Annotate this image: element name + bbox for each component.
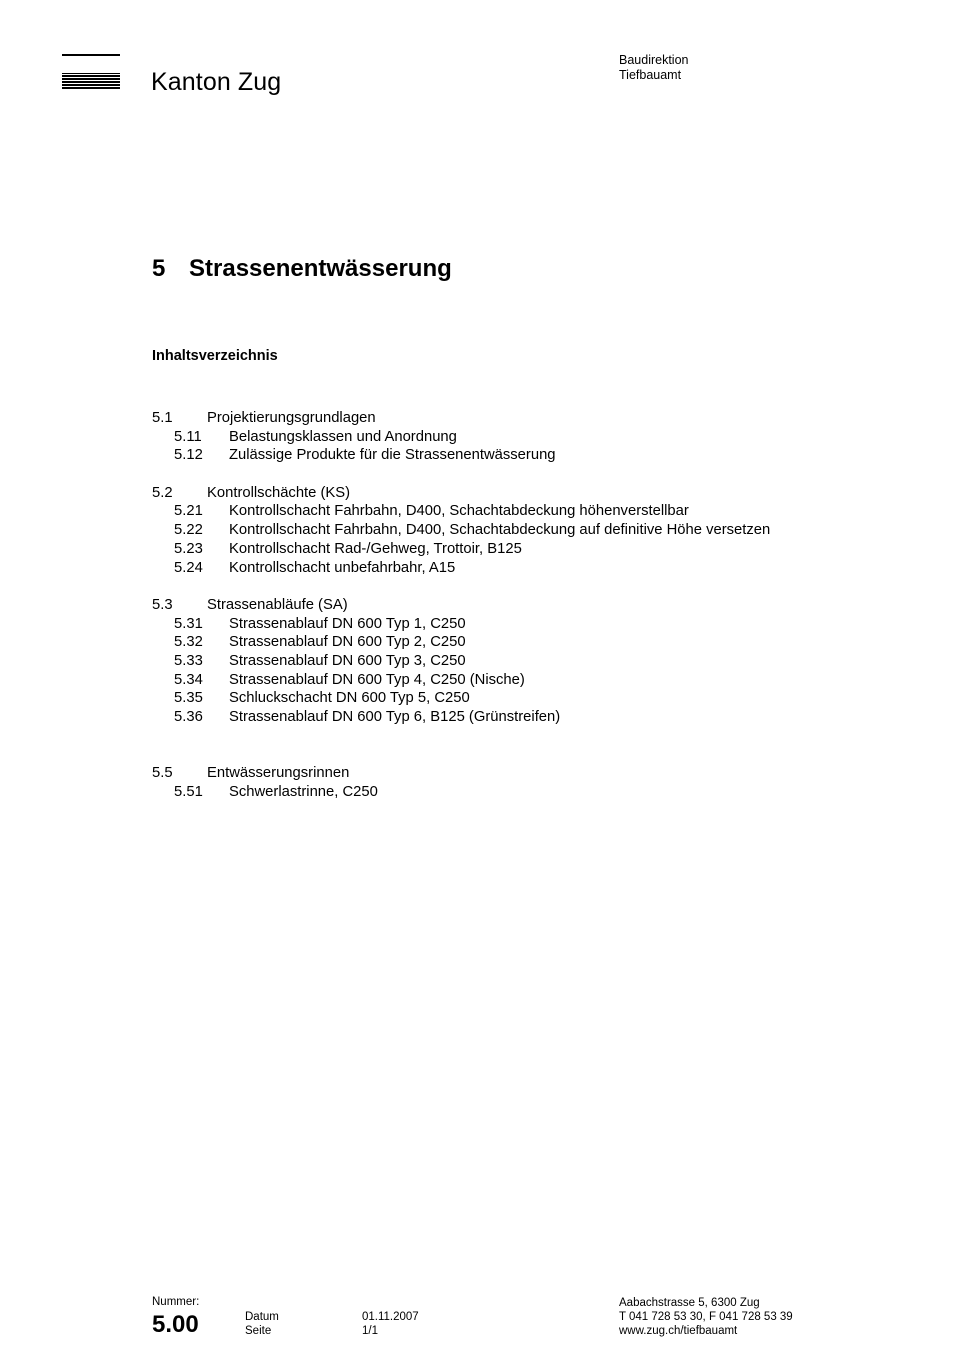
toc-heading: Inhaltsverzeichnis bbox=[152, 348, 278, 364]
footer-date-label: Datum bbox=[245, 1311, 279, 1323]
toc-section-label: Kontrollschächte (KS) bbox=[207, 484, 351, 501]
toc-item-number: 5.33 bbox=[174, 652, 203, 669]
toc-item[interactable] bbox=[152, 633, 770, 652]
toc-item[interactable] bbox=[152, 689, 770, 708]
toc-section[interactable] bbox=[152, 484, 770, 503]
footer-page-label: Seite bbox=[245, 1325, 272, 1337]
toc-item[interactable] bbox=[152, 559, 770, 578]
toc-item-number: 5.11 bbox=[174, 428, 202, 445]
toc-section-label: Strassenabläufe (SA) bbox=[207, 596, 348, 613]
toc-item-label: Kontrollschacht Fahrbahn, D400, Schachtabdeckung höhenverstellbar bbox=[229, 503, 689, 520]
chapter-number: 5 bbox=[152, 255, 166, 282]
toc-item[interactable] bbox=[152, 521, 770, 540]
page-title bbox=[152, 255, 452, 283]
office-name: Tiefbauamt bbox=[619, 68, 682, 82]
toc-section-number: 5.1 bbox=[152, 410, 173, 426]
toc-item-number: 5.12 bbox=[174, 447, 203, 464]
footer-meta-labels bbox=[245, 1310, 279, 1338]
footer-address-block bbox=[619, 1296, 793, 1338]
toc-section[interactable] bbox=[152, 409, 770, 428]
table-of-contents bbox=[152, 409, 770, 801]
toc-item[interactable] bbox=[152, 652, 770, 671]
toc-item[interactable] bbox=[152, 428, 770, 447]
toc-section-label: Entwässerungsrinnen bbox=[207, 765, 350, 782]
toc-item-label: Strassenablauf DN 600 Typ 4, C250 (Nische) bbox=[229, 671, 525, 688]
footer-address: Aabachstrasse 5, 6300 Zug bbox=[619, 1297, 760, 1309]
footer-meta-values bbox=[362, 1310, 419, 1338]
toc-item[interactable] bbox=[152, 671, 770, 690]
toc-item-number: 5.21 bbox=[174, 503, 203, 520]
toc-item[interactable] bbox=[152, 708, 770, 727]
department-block bbox=[619, 53, 689, 83]
toc-item[interactable] bbox=[152, 783, 770, 802]
toc-item-label: Strassenablauf DN 600 Typ 6, B125 (Grünstreifen) bbox=[229, 709, 561, 725]
toc-item-label: Schwerlastrinne, C250 bbox=[229, 783, 378, 800]
footer-document-number: 5.00 bbox=[152, 1311, 199, 1338]
toc-section-number: 5.3 bbox=[152, 596, 173, 613]
toc-item-label: Schluckschacht DN 600 Typ 5, C250 bbox=[229, 690, 470, 707]
toc-item-number: 5.32 bbox=[174, 634, 203, 651]
toc-item[interactable] bbox=[152, 446, 770, 465]
toc-item-label: Kontrollschacht Fahrbahn, D400, Schachtabdeckung auf definitive Höhe versetzen bbox=[229, 522, 771, 539]
toc-item-label: Belastungsklassen und Anordnung bbox=[229, 428, 457, 445]
toc-item-label: Zulässige Produkte für die Strassenentwässerung bbox=[229, 447, 556, 464]
toc-item-label: Strassenablauf DN 600 Typ 3, C250 bbox=[229, 652, 466, 669]
toc-item[interactable] bbox=[152, 502, 770, 521]
department-name: Baudirektion bbox=[619, 53, 689, 67]
footer-phone-fax: T 041 728 53 30, F 041 728 53 39 bbox=[619, 1311, 793, 1323]
brand-name: Kanton Zug bbox=[151, 68, 282, 96]
toc-item-label: Kontrollschacht unbefahrbahr, A15 bbox=[229, 559, 456, 576]
footer-website-link[interactable]: www.zug.ch/tiefbauamt bbox=[619, 1325, 738, 1337]
toc-item-number: 5.34 bbox=[174, 671, 203, 688]
toc-section-number: 5.2 bbox=[152, 484, 173, 501]
toc-item-number: 5.23 bbox=[174, 540, 203, 557]
toc-item-number: 5.51 bbox=[174, 783, 203, 800]
toc-item-number: 5.36 bbox=[174, 709, 203, 725]
toc-item[interactable] bbox=[152, 540, 770, 559]
chapter-title: Strassenentwässerung bbox=[189, 255, 452, 282]
toc-item-label: Strassenablauf DN 600 Typ 2, C250 bbox=[229, 634, 466, 651]
toc-item-number: 5.31 bbox=[174, 615, 203, 632]
footer-number-label: Nummer: bbox=[152, 1296, 200, 1308]
toc-item-label: Kontrollschacht Rad-/Gehweg, Trottoir, B125 bbox=[229, 540, 522, 557]
footer-page: 1/1 bbox=[362, 1325, 378, 1337]
toc-section-label: Projektierungsgrundlagen bbox=[207, 410, 376, 426]
toc-section[interactable] bbox=[152, 596, 770, 615]
toc-item-number: 5.24 bbox=[174, 559, 203, 576]
toc-section-number: 5.5 bbox=[152, 765, 173, 782]
toc-item[interactable] bbox=[152, 615, 770, 634]
footer-date: 01.11.2007 bbox=[362, 1311, 419, 1323]
canton-logo-icon bbox=[62, 54, 120, 90]
toc-section[interactable] bbox=[152, 764, 770, 783]
toc-item-label: Strassenablauf DN 600 Typ 1, C250 bbox=[229, 615, 466, 632]
toc-item-number: 5.35 bbox=[174, 690, 203, 707]
toc-item-number: 5.22 bbox=[174, 522, 203, 539]
